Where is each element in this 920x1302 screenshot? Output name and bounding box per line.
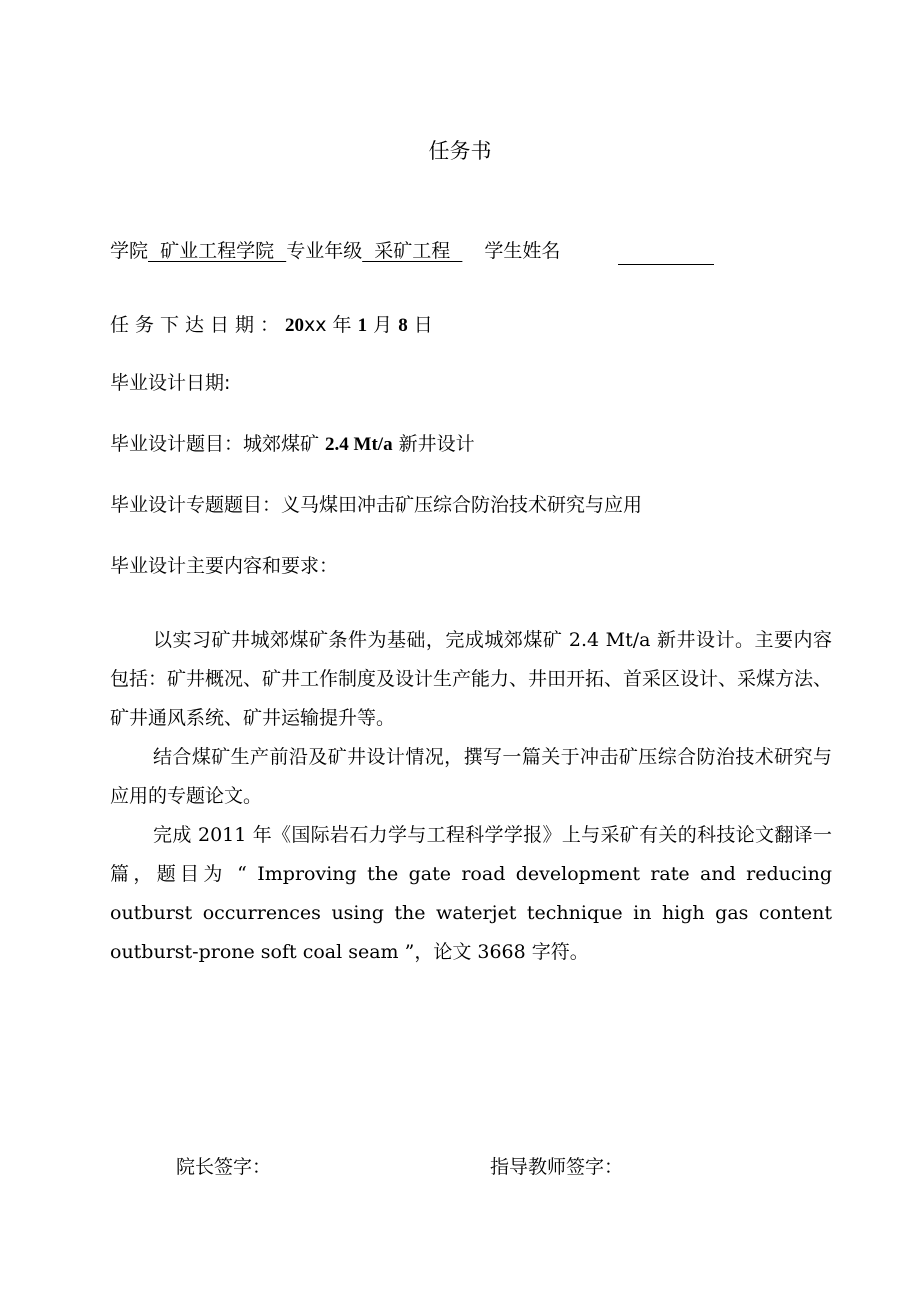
special-topic-line: 毕业设计专题题目：义马煤田冲击矿压综合防治技术研究与应用: [110, 494, 643, 516]
design-capacity: 2.4 Mt/a: [325, 434, 393, 455]
design-title-line: [110, 430, 475, 459]
paragraph-3: 完成 2011 年《国际岩石力学与工程科学学报》上与采矿有关的科技论文翻译一篇，题目为 “ Improving the gate road development rate and reducing outburst occurrences using the waterjet technique in high gas content outburst-prone soft coal seam ”，论文 3668 字符。: [110, 824, 832, 963]
college-value: 矿业工程学院: [148, 240, 287, 262]
info-line: [110, 237, 714, 265]
design-date-line: 毕业设计日期:: [110, 372, 231, 394]
dean-signature-label: 院长签字：: [176, 1156, 272, 1178]
issue-day-unit: 日: [407, 314, 433, 336]
student-name-blank: [618, 242, 714, 265]
page-title: 任务书: [428, 139, 492, 163]
issue-year-number: 20: [285, 315, 305, 336]
issue-day-number: 8: [398, 315, 408, 336]
design-title-label: 毕业设计题目：城郊煤矿: [110, 433, 326, 455]
advisor-signature-label: 指导教师签字：: [490, 1156, 624, 1178]
student-name-label: 学生姓名: [484, 240, 561, 262]
major-value: 采矿工程: [362, 240, 463, 262]
issue-year-unit: 年: [326, 314, 358, 336]
paragraph-2: 结合煤矿生产前沿及矿井设计情况，撰写一篇关于冲击矿压综合防治技术研究与应用的专题论文。: [110, 746, 832, 807]
paragraph-1: 以实习矿井城郊煤矿条件为基础，完成城郊煤矿 2.4 Mt/a 新井设计。主要内容包括：矿井概况、矿井工作制度及设计生产能力、井田开拓、首采区设计、采煤方法、矿井通风系统、矿井运输提升等。: [110, 629, 833, 729]
issue-month-unit: 月: [367, 314, 399, 336]
college-label: 学院: [110, 240, 149, 262]
design-title-suffix: 新井设计: [392, 433, 475, 455]
issue-date-label: 任务下达日期：: [110, 314, 286, 336]
issue-date-line: [110, 311, 433, 340]
issue-month-number: 1: [357, 315, 368, 336]
requirements-heading: 毕业设计主要内容和要求：: [110, 555, 339, 577]
issue-year-xx: xx: [304, 314, 327, 336]
major-label: 专业年级: [286, 240, 363, 262]
